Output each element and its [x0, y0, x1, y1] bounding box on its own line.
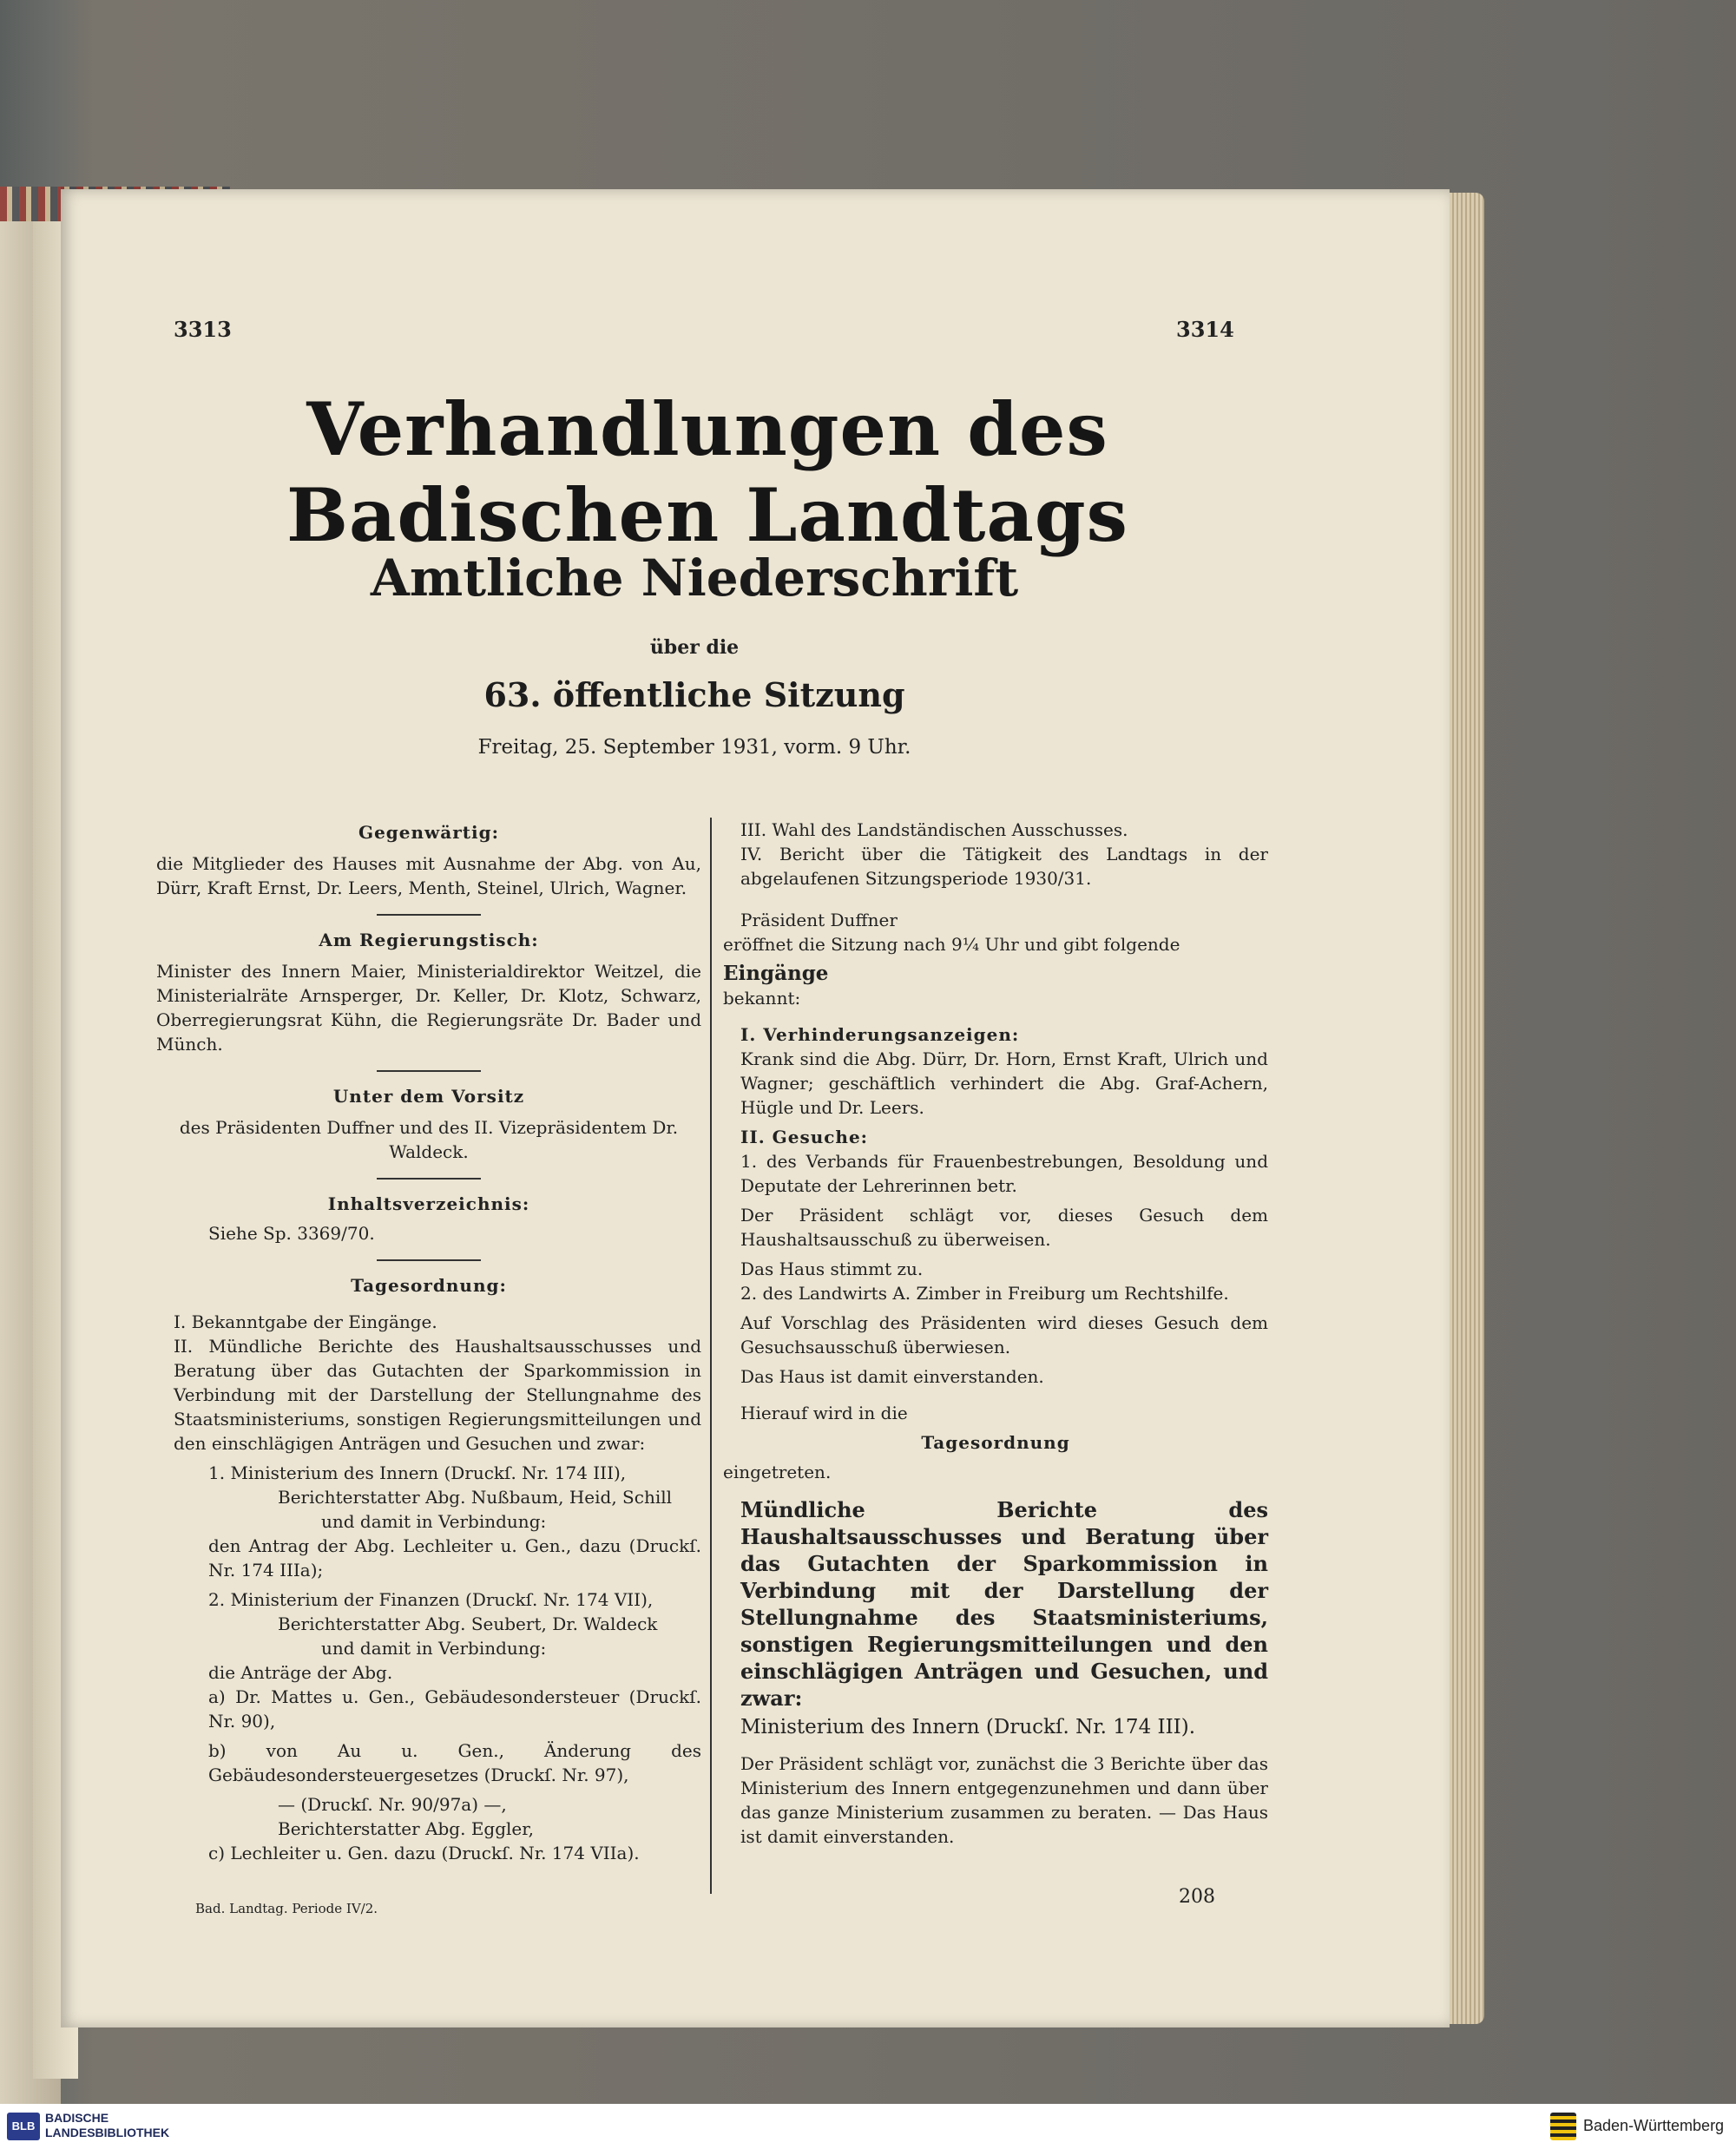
agenda-item-2-2-connection: und damit in Verbindung:: [321, 1638, 547, 1659]
final-text: Der Präsident schlägt vor, zunächst die 3 Berichte über das Ministerium des Innern entgegenzunehmen und dann über das ganze Ministerium zusammen zu beraten. — Das Haus ist damit einverstanden.: [740, 1753, 1268, 1847]
baden-wurttemberg-icon: [1550, 2113, 1576, 2140]
present-text: die Mitglieder des Hauses mit Ausnahme der Abg. von Au, Dürr, Kraft Ernst, Dr. Leers, Menth, Steinel, Ulrich, Wagner.: [156, 853, 701, 898]
blb-logo[interactable]: BLB: [7, 2113, 40, 2140]
absence-heading: I. Verhinderungsanzeigen:: [740, 1024, 1020, 1045]
present-heading: Gegenwärtig:: [358, 822, 499, 843]
opening-text: eröffnet die Sitzung nach 9¼ Uhr und gibt folgende: [723, 934, 1180, 955]
contents-heading: Inhaltsverzeichnis:: [327, 1193, 530, 1214]
hierauf-text: Hierauf wird in die: [740, 1403, 908, 1423]
chair-text: des Präsidenten Duffner und des II. Vizepräsidentem Dr. Waldeck.: [179, 1117, 679, 1162]
document-title: Verhandlungen des Badischen Landtags: [286, 386, 1128, 558]
chair-heading: Unter dem Vorsitz: [332, 1086, 525, 1107]
library-name-line2: LANDESBIBLIOTHEK: [45, 2126, 170, 2139]
petition-1-vote: Das Haus stimmt zu.: [740, 1259, 924, 1279]
eingetreten-text: eingetreten.: [723, 1462, 832, 1482]
footer-sheet-number: 208: [1179, 1886, 1215, 1908]
divider-rule: [377, 1259, 481, 1261]
footer-banner: [0, 2104, 1736, 2149]
page-number-left: 3313: [174, 317, 232, 342]
tagesordnung-heading: Tagesordnung: [921, 1432, 1070, 1453]
president-name: Präsident Duffner: [740, 910, 898, 930]
agenda-item-2-1-reporter: Berichterstatter Abg. Nußbaum, Heid, Schill: [278, 1487, 673, 1508]
divider-rule: [377, 914, 481, 916]
govt-text: Minister des Innern Maier, Ministerialdirektor Weitzel, die Ministerialräte Arnsperger, Dr. Keller, Dr. Klotz, Schwarz, Oberregierungsrat Kühn, die Regierungsräte Dr. Bader und Münch.: [156, 961, 701, 1055]
agenda-item-2-1-motion: den Antrag der Abg. Lechleiter u. Gen., dazu (Druckſ. Nr. 174 IIIa);: [208, 1535, 701, 1581]
ministry-heading: Ministerium des Innern (Druckſ. Nr. 174 III).: [740, 1716, 1196, 1738]
petition-2: 2. des Landwirts A. Zimber in Freiburg um Rechtshilfe.: [740, 1283, 1229, 1304]
agenda-item-2-2-b: b) von Au u. Gen., Änderung des Gebäudesondersteuergesetzes (Druckſ. Nr. 97),: [208, 1740, 701, 1785]
petition-2-proposal: Auf Vorschlag des Präsidenten wird dieses Gesuch dem Gesuchsausschuß überwiesen.: [740, 1312, 1268, 1357]
petition-1-proposal: Der Präsident schlägt vor, dieses Gesuch dem Haushaltsausschuß zu überweisen.: [740, 1205, 1268, 1250]
eingange-heading: Eingänge: [723, 962, 829, 985]
document-subtitle: Amtliche Niederschrift: [370, 549, 1019, 608]
divider-rule: [377, 1070, 481, 1072]
library-name: [45, 2111, 169, 2140]
absence-text: Krank sind die Abg. Dürr, Dr. Horn, Ernst Kraft, Ulrich und Wagner; geschäftlich verhindert die Abg. Graf-Achern, Hügle und Dr. Leers.: [740, 1048, 1268, 1118]
agenda-item-2-2-b-reporter: Berichterstatter Abg. Eggler,: [278, 1818, 534, 1839]
agenda-item-2: II. Mündliche Berichte des Haushaltsausschusses und Beratung über das Gutachten der Sparkommission in Verbindung mit der Darstellung der Stellungnahme des Staatsministeriums, sonstigen Regierungsmitteilungen und den einschlägigen Anträgen und Gesuchen und zwar:: [174, 1336, 701, 1454]
divider-rule: [377, 1178, 481, 1180]
agenda-item-2-1: 1. Ministerium des Innern (Druckſ. Nr. 174 III),: [208, 1462, 627, 1483]
bekannt-text: bekannt:: [723, 988, 801, 1009]
agenda-item-1: I. Bekanntgabe der Eingänge.: [174, 1311, 437, 1332]
petition-2-vote: Das Haus ist damit einverstanden.: [740, 1366, 1044, 1387]
session-title: 63. öffentliche Sitzung: [483, 675, 905, 714]
right-column: [723, 818, 1268, 1854]
govt-heading: Am Regierungstisch:: [319, 930, 539, 950]
agenda-item-2-2-a: a) Dr. Mattes u. Gen., Gebäudesondersteuer (Druckſ. Nr. 90),: [208, 1686, 701, 1732]
agenda-item-2-2-b-ref: — (Druckſ. Nr. 90/97a) —,: [278, 1794, 507, 1815]
date-line: Freitag, 25. September 1931, vorm. 9 Uhr.: [477, 736, 911, 759]
agenda-item-2-2-motions: die Anträge der Abg.: [208, 1662, 393, 1683]
petitions-heading: II. Gesuche:: [740, 1127, 869, 1147]
state-name[interactable]: Baden-Württemberg: [1583, 2117, 1725, 2134]
column-divider: [710, 818, 712, 1894]
agenda-item-3: III. Wahl des Landständischen Ausschusses.: [740, 819, 1128, 840]
uber-die: über die: [649, 636, 740, 659]
left-column: [156, 820, 701, 1865]
agenda-item-2-2-c: c) Lechleiter u. Gen. dazu (Druckſ. Nr. 174 VIIa).: [208, 1843, 640, 1863]
contents-text: Siehe Sp. 3369/70.: [208, 1223, 375, 1244]
agenda-item-2-2-reporter: Berichterstatter Abg. Seubert, Dr. Waldeck: [278, 1613, 658, 1634]
main-agenda-item: Mündliche Berichte des Haushaltsausschusses und Beratung über das Gutachten der Sparkommission in Verbindung mit der Darstellung der Stellungnahme des Staatsministeriums, sonstigen Regierungsmitteilungen und den einschlägigen Anträgen und Gesuchen, und zwar:: [740, 1497, 1268, 1711]
agenda-heading: Tagesordnung:: [351, 1275, 507, 1296]
page-number-right: 3314: [1176, 317, 1234, 342]
agenda-item-2-2: 2. Ministerium der Finanzen (Druckſ. Nr. 174 VII),: [208, 1589, 654, 1610]
agenda-item-4: IV. Bericht über die Tätigkeit des Landtags in der abgelaufenen Sitzungsperiode 1930/31.: [740, 844, 1268, 889]
footer-periode: Bad. Landtag. Periode IV/2.: [195, 1901, 378, 1916]
library-name-line1: BADISCHE: [45, 2111, 109, 2125]
petition-1: 1. des Verbands für Frauenbestrebungen, Besoldung und Deputate der Lehrerinnen betr.: [740, 1151, 1268, 1196]
agenda-item-2-1-connection: und damit in Verbindung:: [321, 1511, 547, 1532]
